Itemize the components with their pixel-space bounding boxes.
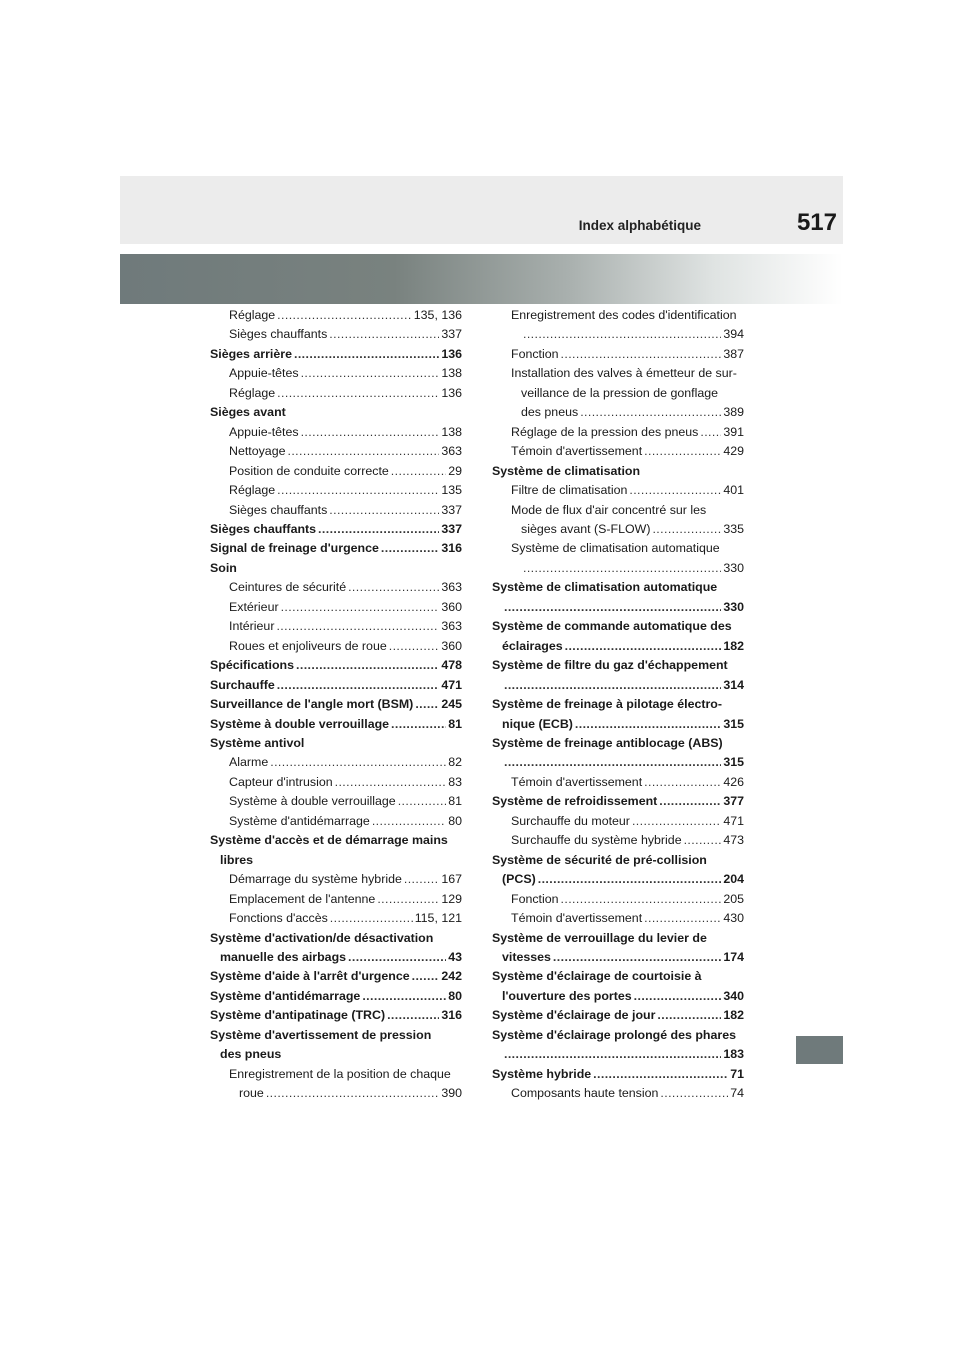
- index-entry: [492, 753, 744, 772]
- index-entry-label: Système d'antidémarrage: [210, 988, 361, 1003]
- index-entry-page: 335: [723, 521, 744, 536]
- index-entry: [210, 578, 462, 597]
- index-entry-page: 81: [448, 794, 462, 809]
- index-entry: [210, 1084, 462, 1103]
- index-entry: [210, 851, 462, 870]
- index-entry: [210, 948, 462, 967]
- index-entry-label: Enregistrement des codes d'identification: [511, 308, 737, 322]
- dot-leader: [330, 909, 413, 928]
- index-entry: [210, 792, 462, 811]
- index-entry: [492, 695, 744, 714]
- index-entry-label: Filtre de climatisation: [511, 483, 628, 498]
- dot-leader: [504, 1045, 721, 1064]
- index-entry: [210, 987, 462, 1006]
- index-entry: [210, 598, 462, 617]
- index-entry-label: Système d'activation/de désactivation: [210, 930, 434, 945]
- index-entry-label: Système de commande automatique des: [492, 619, 732, 634]
- index-entry-page: 316: [441, 1008, 462, 1023]
- dot-leader: [335, 773, 447, 792]
- dot-leader: [561, 345, 722, 364]
- index-entry-page: 330: [723, 599, 744, 614]
- index-entry: [492, 403, 744, 422]
- dot-leader: [575, 715, 721, 734]
- index-entry: [210, 462, 462, 481]
- dot-leader: [277, 676, 440, 695]
- index-entry-label: Position de conduite correcte: [229, 463, 389, 478]
- index-entry-label: Système de filtre du gaz d'échappement: [492, 658, 728, 673]
- dot-leader: [700, 423, 721, 442]
- index-entry-page: 29: [448, 463, 462, 478]
- dot-leader: [412, 967, 440, 986]
- index-entry-label: Système de climatisation: [492, 463, 641, 478]
- index-entry: [492, 637, 744, 656]
- index-entry: [210, 1006, 462, 1025]
- dot-leader: [684, 831, 722, 850]
- index-entry: [492, 501, 744, 520]
- index-entry-label: Installation des valves à émetteur de sur-: [511, 366, 737, 381]
- index-entry-page: 429: [723, 444, 744, 459]
- index-entry: [492, 384, 744, 403]
- dot-leader: [266, 1084, 440, 1103]
- index-entry: [492, 773, 744, 792]
- index-entry-label: Système de refroidissement: [492, 794, 658, 809]
- index-entry-label: Système d'éclairage de jour: [492, 1008, 656, 1023]
- index-entry-label: Démarrage du système hybride: [229, 872, 402, 887]
- index-entry-label: Enregistrement de la position de chaque: [229, 1066, 451, 1081]
- dot-leader: [504, 676, 721, 695]
- index-entry-label: Témoin d'avertissement: [511, 774, 643, 789]
- dot-leader: [580, 403, 721, 422]
- index-entry-label: Système d'avertissement de pression: [210, 1027, 432, 1042]
- index-entry-page: 315: [723, 755, 744, 770]
- dot-leader: [294, 345, 439, 364]
- index-entry-page: 80: [448, 988, 462, 1003]
- index-entry-label: Système hybride: [492, 1066, 592, 1081]
- index-entry-page: 471: [723, 813, 744, 828]
- index-entry-label: Surchauffe du système hybride: [511, 833, 682, 848]
- index-entry: [492, 578, 744, 597]
- dot-leader: [281, 598, 440, 617]
- index-entry: [210, 909, 462, 928]
- index-entry-label: Extérieur: [229, 599, 279, 614]
- index-entry-label: Emplacement de l'antenne: [229, 891, 376, 906]
- index-entry-page: 430: [723, 911, 744, 926]
- dot-leader: [348, 578, 439, 597]
- index-entry-page: 337: [441, 521, 462, 536]
- index-entry: [210, 423, 462, 442]
- index-entry-page: 363: [441, 444, 462, 459]
- index-entry: [210, 812, 462, 831]
- dot-leader: [504, 598, 721, 617]
- index-entry-page: 81: [448, 716, 462, 731]
- index-entry: [210, 345, 462, 364]
- index-entry: [492, 364, 744, 383]
- dot-leader: [377, 890, 439, 909]
- index-entry: [492, 1084, 744, 1103]
- index-entry: [210, 442, 462, 461]
- index-entry-page: 138: [441, 424, 462, 439]
- index-entry: [492, 987, 744, 1006]
- index-entry-page: 391: [723, 424, 744, 439]
- index-entry-label: Sièges arrière: [210, 346, 292, 361]
- dot-leader: [391, 462, 446, 481]
- dot-leader: [504, 753, 721, 772]
- index-entry-label: manuelle des airbags: [220, 949, 347, 964]
- dot-leader: [629, 481, 721, 500]
- dot-leader: [362, 987, 446, 1006]
- dot-leader: [644, 909, 721, 928]
- index-entry: [210, 695, 462, 714]
- index-entry-label: Surchauffe: [210, 677, 275, 692]
- index-entry: [492, 1006, 744, 1025]
- index-entry-label: Système de freinage à pilotage électro-: [492, 697, 722, 712]
- index-entry-label: Système de climatisation automatique: [511, 541, 720, 556]
- dot-leader: [659, 792, 721, 811]
- header-title: Index alphabétique: [578, 218, 701, 233]
- index-entry-label: Sièges chauffants: [210, 521, 317, 536]
- dot-leader: [660, 1084, 728, 1103]
- index-entry: [210, 1045, 462, 1064]
- index-entry: [492, 559, 744, 578]
- dot-leader: [387, 1006, 439, 1025]
- index-entry-label: Témoin d'avertissement: [511, 911, 643, 926]
- index-entry-page: 115, 121: [414, 911, 462, 926]
- index-entry: [210, 676, 462, 695]
- index-entry: [492, 909, 744, 928]
- index-entry-label: sièges avant (S-FLOW): [521, 521, 651, 536]
- index-entry-page: 135: [441, 483, 462, 498]
- index-entry-label: Fonctions d'accès: [229, 911, 328, 926]
- index-entry-page: 242: [441, 969, 462, 984]
- dot-leader: [277, 306, 412, 325]
- index-entry: [210, 637, 462, 656]
- index-entry-page: 340: [723, 988, 744, 1003]
- index-entry: [210, 1026, 462, 1045]
- index-column-right: [492, 306, 744, 1104]
- index-entry-label: Système d'accès et de démarrage mains: [210, 833, 448, 848]
- index-entry: [492, 676, 744, 695]
- index-entry-page: 74: [730, 1086, 744, 1101]
- index-entry-label: Soin: [210, 560, 237, 575]
- index-entry-label: Système d'aide à l'arrêt d'urgence: [210, 969, 410, 984]
- index-entry-label: Alarme: [229, 755, 269, 770]
- dot-leader: [276, 617, 439, 636]
- index-entry: [492, 812, 744, 831]
- index-entry-page: 363: [441, 619, 462, 634]
- index-entry: [210, 753, 462, 772]
- index-entry: [492, 792, 744, 811]
- index-entry-label: Capteur d'intrusion: [229, 774, 333, 789]
- index-entry: [210, 325, 462, 344]
- index-entry-page: 182: [723, 638, 744, 653]
- dot-leader: [523, 559, 721, 578]
- index-entry-page: 473: [723, 833, 744, 848]
- index-entry: [210, 967, 462, 986]
- index-entry: [492, 345, 744, 364]
- index-entry: [492, 325, 744, 344]
- index-entry-page: 135, 136: [413, 308, 462, 322]
- index-entry-label: Nettoyage: [229, 444, 286, 459]
- index-entry-page: 43: [448, 949, 462, 964]
- index-entry-label: Fonction: [511, 891, 559, 906]
- index-entry-label: l'ouverture des portes: [502, 988, 632, 1003]
- dot-leader: [593, 1065, 728, 1084]
- index-entry-label: Système de freinage antiblocage (ABS): [492, 735, 723, 750]
- index-entry-page: 83: [448, 774, 462, 789]
- index-entry-label: Composants haute tension: [511, 1086, 659, 1101]
- index-entry: [210, 890, 462, 909]
- index-entry: [210, 831, 462, 850]
- index-entry-page: 426: [723, 774, 744, 789]
- index-entry-label: Sièges avant: [210, 405, 286, 420]
- index-entry: [492, 890, 744, 909]
- dot-leader: [348, 948, 446, 967]
- index-entry: [210, 715, 462, 734]
- index-entry: [492, 734, 744, 753]
- index-entry-page: 389: [723, 405, 744, 420]
- page-header: [120, 176, 843, 244]
- index-entry: [492, 598, 744, 617]
- index-entry: [210, 929, 462, 948]
- index-entry: [492, 967, 744, 986]
- index-entry-page: 377: [723, 794, 744, 809]
- index-entry-label: Réglage: [229, 483, 276, 498]
- index-entry: [492, 617, 744, 636]
- index-entry-page: 337: [441, 327, 462, 342]
- index-entry-page: 360: [441, 638, 462, 653]
- index-entry: [210, 734, 462, 753]
- index-entry: [210, 656, 462, 675]
- index-entry: [492, 870, 744, 889]
- dot-leader: [644, 442, 721, 461]
- index-entry-label: roue: [239, 1086, 264, 1101]
- dot-leader: [318, 520, 439, 539]
- dot-leader: [391, 715, 446, 734]
- index-entry-page: 138: [441, 366, 462, 381]
- dot-leader: [329, 325, 439, 344]
- index-entry-label: Intérieur: [229, 619, 275, 634]
- dot-leader: [634, 987, 722, 1006]
- dot-leader: [381, 539, 439, 558]
- index-entry-label: Réglage de la pression des pneus: [511, 424, 699, 439]
- index-entry-label: libres: [220, 852, 254, 867]
- index-entry-label: des pneus: [220, 1047, 282, 1062]
- dot-leader: [657, 1006, 721, 1025]
- index-entry-label: Système d'antipatinage (TRC): [210, 1008, 386, 1023]
- dot-leader: [553, 948, 721, 967]
- index-entry: [492, 656, 744, 675]
- index-entry: [210, 306, 462, 325]
- index-entry-page: 478: [441, 658, 462, 673]
- dot-leader: [632, 812, 721, 831]
- index-entry-label: Surchauffe du moteur: [511, 813, 630, 828]
- index-entry: [492, 948, 744, 967]
- index-entry: [492, 1065, 744, 1084]
- dot-leader: [329, 501, 439, 520]
- index-entry-label: Système d'éclairage prolongé des phares: [492, 1027, 736, 1042]
- index-entry-page: 394: [723, 327, 744, 342]
- index-entry: [492, 851, 744, 870]
- dot-leader: [301, 364, 440, 383]
- index-entry-label: Système à double verrouillage: [229, 794, 396, 809]
- index-entry-label: Système antivol: [210, 735, 305, 750]
- index-entry-page: 315: [723, 716, 744, 731]
- dot-leader: [277, 384, 439, 403]
- dot-leader: [561, 890, 722, 909]
- index-entry: [492, 929, 744, 948]
- index-entry-page: 182: [723, 1008, 744, 1023]
- index-entry-page: 167: [441, 872, 462, 887]
- index-entry-page: 136: [441, 385, 462, 400]
- dot-leader: [565, 637, 722, 656]
- dot-leader: [404, 870, 439, 889]
- index-entry-page: 80: [448, 813, 462, 828]
- index-entry-label: Fonction: [511, 346, 559, 361]
- index-entry: [210, 520, 462, 539]
- index-entry-page: 205: [723, 891, 744, 906]
- index-entry: [492, 423, 744, 442]
- dot-leader: [538, 870, 722, 889]
- index-entry-page: 330: [723, 560, 744, 575]
- index-entry-page: 183: [723, 1047, 744, 1062]
- index-entry-label: vitesses: [502, 949, 551, 964]
- dot-leader: [277, 481, 439, 500]
- index-entry-page: 129: [441, 891, 462, 906]
- index-entry-label: des pneus: [521, 405, 579, 420]
- index-entry: [492, 831, 744, 850]
- dot-leader: [372, 812, 446, 831]
- index-entry: [492, 715, 744, 734]
- index-entry-label: Système de climatisation automatique: [492, 580, 718, 595]
- dot-leader: [415, 695, 439, 714]
- index-entry: [492, 442, 744, 461]
- index-entry-label: Sièges chauffants: [229, 502, 328, 517]
- section-side-tab: [796, 1036, 843, 1064]
- index-entry: [492, 1026, 744, 1045]
- index-entry-page: 363: [441, 580, 462, 595]
- index-entry-page: 245: [441, 697, 462, 712]
- index-entry: [210, 501, 462, 520]
- index-entry-label: Réglage: [229, 308, 276, 322]
- index-entry-label: Ceintures de sécurité: [229, 580, 347, 595]
- index-entry-label: Système d'éclairage de courtoisie à: [492, 969, 702, 984]
- index-entry-label: Spécifications: [210, 658, 295, 673]
- index-column-left: [210, 306, 462, 1104]
- dot-leader: [398, 792, 447, 811]
- index-entry-label: Roues et enjoliveurs de roue: [229, 638, 387, 653]
- index-entry-label: Surveillance de l'angle mort (BSM): [210, 697, 414, 712]
- index-entry: [210, 481, 462, 500]
- index-entry: [210, 403, 462, 422]
- header-gradient-band: [120, 254, 843, 304]
- index-entry: [210, 773, 462, 792]
- index-entry-page: 316: [441, 541, 462, 556]
- index-entry-label: Système d'antidémarrage: [229, 813, 370, 828]
- index-entry: [492, 481, 744, 500]
- page-number: 517: [796, 209, 837, 236]
- dot-leader: [287, 442, 439, 461]
- index-entry: [210, 617, 462, 636]
- index-entry-page: 204: [723, 872, 744, 887]
- index-entry: [210, 384, 462, 403]
- dot-leader: [270, 753, 446, 772]
- index-entry-page: 136: [441, 346, 462, 361]
- index-entry-page: 390: [441, 1086, 462, 1101]
- dot-leader: [523, 325, 721, 344]
- index-entry-label: (PCS): [502, 872, 536, 887]
- index-entry: [492, 520, 744, 539]
- dot-leader: [296, 656, 439, 675]
- index-entry-page: 174: [723, 949, 744, 964]
- index-entry-page: 71: [730, 1066, 744, 1081]
- index-entry: [210, 364, 462, 383]
- index-entry: [210, 559, 462, 578]
- index-entry-label: Réglage: [229, 385, 276, 400]
- index-entry-label: Système à double verrouillage: [210, 716, 390, 731]
- index-entry-label: veillance de la pression de gonflage: [521, 385, 719, 400]
- index-entry-label: Appuie-têtes: [229, 424, 299, 439]
- index-entry-label: Signal de freinage d'urgence: [210, 541, 379, 556]
- index-entry-page: 337: [441, 502, 462, 517]
- index-entry-label: Témoin d'avertissement: [511, 444, 643, 459]
- dot-leader: [652, 520, 721, 539]
- index-entry: [492, 462, 744, 481]
- index-entry: [492, 539, 744, 558]
- index-entry-page: 471: [441, 677, 462, 692]
- index-entry-label: Système de sécurité de pré-collision: [492, 852, 707, 867]
- index-entry: [210, 539, 462, 558]
- index-entry-label: Sièges chauffants: [229, 327, 328, 342]
- index-entry: [210, 870, 462, 889]
- index-entry: [210, 1065, 462, 1084]
- dot-leader: [301, 423, 440, 442]
- index-entry-label: nique (ECB): [502, 716, 573, 731]
- dot-leader: [389, 637, 440, 656]
- index-entry-label: Appuie-têtes: [229, 366, 299, 381]
- index-entry-page: 360: [441, 599, 462, 614]
- index-entry: [492, 306, 744, 325]
- index-entry-page: 401: [723, 483, 744, 498]
- index-entry-page: 314: [723, 677, 744, 692]
- index-entry-page: 82: [448, 755, 462, 770]
- index-entry-label: Mode de flux d'air concentré sur les: [511, 502, 707, 517]
- index-entry-label: éclairages: [502, 638, 563, 653]
- dot-leader: [644, 773, 721, 792]
- index-entry: [492, 1045, 744, 1064]
- index-entry-label: Système de verrouillage du levier de: [492, 930, 707, 945]
- index-entry-page: 387: [723, 346, 744, 361]
